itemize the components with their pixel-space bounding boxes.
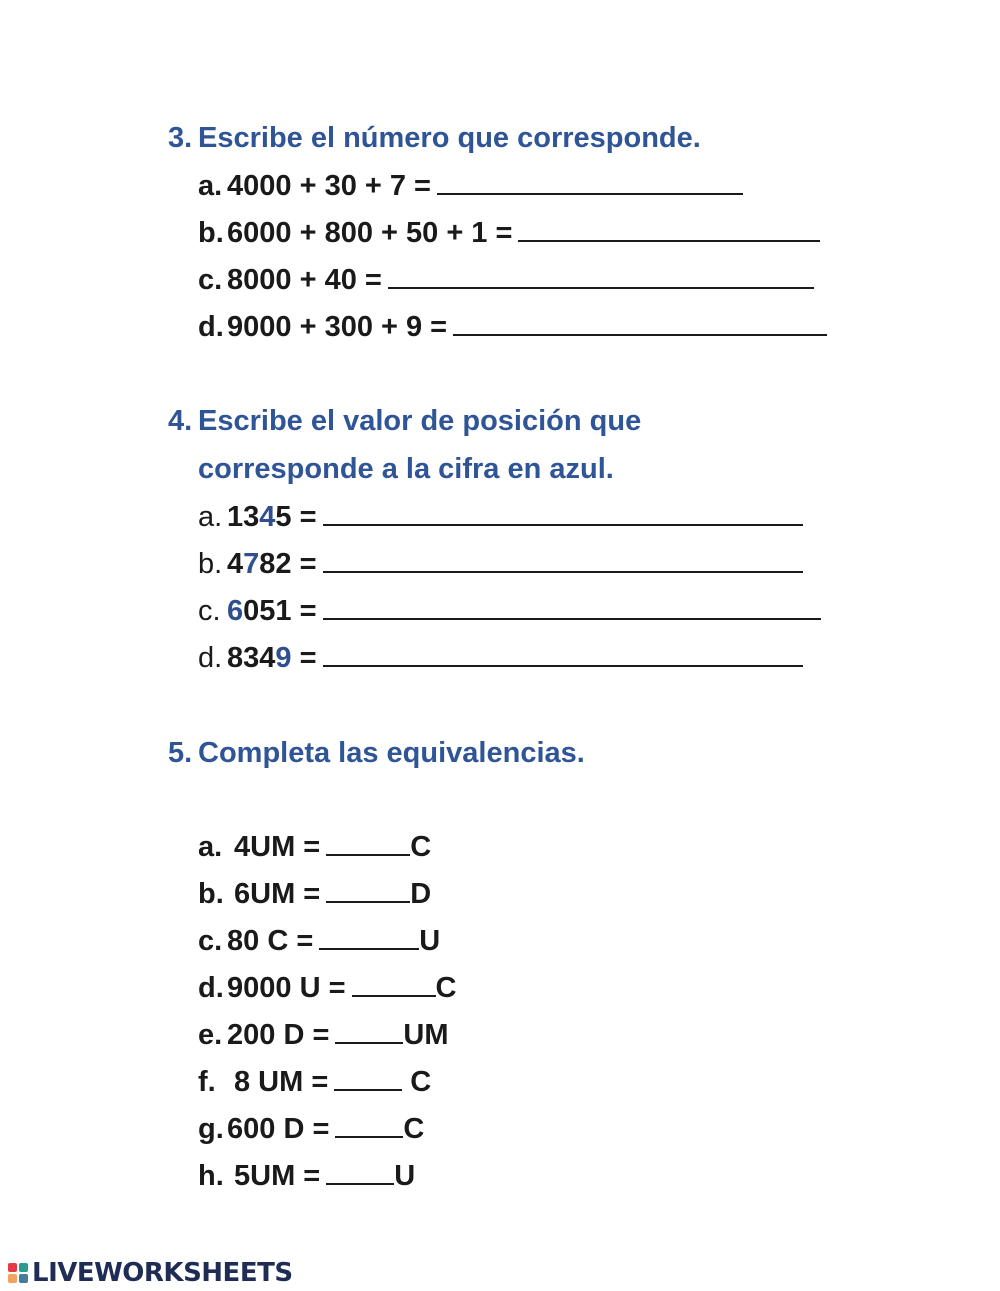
number-prefix: 4 — [227, 548, 244, 580]
section-4-title-line2: corresponde a la cifra en azul. — [198, 453, 614, 485]
s4-item-b — [198, 544, 803, 584]
s4-item-d — [198, 638, 803, 678]
item-letter: d. — [198, 972, 224, 1004]
s3-item-d — [198, 307, 827, 347]
item-letter: b. — [198, 878, 224, 910]
s5-item-f — [198, 1062, 431, 1102]
equals-sign: = — [291, 548, 317, 580]
section-5-title: Completa las equivalencias. — [198, 737, 585, 769]
item-letter: c. — [198, 264, 223, 296]
logo-blocks-icon — [8, 1263, 28, 1283]
item-letter: c. — [198, 595, 221, 627]
s4-item-c — [198, 591, 821, 631]
blue-digit: 4 — [259, 501, 276, 533]
answer-blank[interactable] — [323, 547, 803, 573]
blue-digit: 7 — [243, 548, 260, 580]
section-5-number: 5. — [168, 737, 193, 769]
item-letter: b. — [198, 548, 223, 580]
s5-item-d — [198, 968, 456, 1008]
item-expression: 80 C = — [227, 925, 314, 957]
item-letter: h. — [198, 1160, 224, 1192]
equals-sign: = — [291, 501, 317, 533]
s3-item-a — [198, 166, 743, 206]
item-letter: a. — [198, 501, 223, 533]
equals-sign: = — [291, 642, 317, 674]
answer-blank[interactable] — [335, 1112, 403, 1138]
logo-text: LIVEWORKSHEETS — [32, 1258, 293, 1288]
logo-block — [8, 1263, 17, 1272]
answer-blank[interactable] — [326, 830, 410, 856]
answer-blank[interactable] — [334, 1065, 402, 1091]
unit-label: U — [394, 1160, 416, 1192]
s4-item-a — [198, 497, 803, 537]
item-letter: a. — [198, 170, 223, 202]
item-expression: 4UM = — [234, 831, 321, 863]
item-expression: 200 D = — [227, 1019, 330, 1051]
number-prefix: 13 — [227, 501, 260, 533]
s3-item-b — [198, 213, 820, 253]
s5-item-e — [198, 1015, 449, 1055]
section-3-number: 3. — [168, 122, 193, 154]
answer-blank[interactable] — [319, 924, 419, 950]
unit-label: C — [403, 1113, 425, 1145]
blue-digit: 6 — [227, 595, 244, 627]
s5-item-c — [198, 921, 440, 961]
unit-label: C — [410, 831, 432, 863]
answer-blank[interactable] — [453, 310, 827, 336]
answer-blank[interactable] — [335, 1018, 403, 1044]
item-letter: d. — [198, 311, 224, 343]
item-expression: 4000 + 30 + 7 = — [227, 170, 431, 202]
item-expression: 9000 U = — [227, 972, 346, 1004]
section-5-heading — [168, 729, 585, 777]
s5-item-b — [198, 874, 431, 914]
unit-label: D — [410, 878, 432, 910]
unit-label: C — [410, 1066, 432, 1098]
item-letter: b. — [198, 217, 224, 249]
section-4-heading — [168, 397, 641, 493]
answer-blank[interactable] — [388, 263, 814, 289]
logo-block — [19, 1274, 28, 1283]
section-4-number: 4. — [168, 405, 193, 437]
answer-blank[interactable] — [352, 971, 436, 997]
item-expression: 8 UM = — [234, 1066, 329, 1098]
liveworksheets-logo[interactable] — [8, 1258, 293, 1288]
item-expression: 8000 + 40 = — [227, 264, 382, 296]
item-expression: 6UM = — [234, 878, 321, 910]
unit-label: UM — [403, 1019, 449, 1051]
item-letter: a. — [198, 831, 223, 863]
logo-block — [19, 1263, 28, 1272]
answer-blank[interactable] — [518, 216, 820, 242]
answer-blank[interactable] — [323, 594, 821, 620]
logo-block — [8, 1274, 17, 1283]
item-expression: 9000 + 300 + 9 = — [227, 311, 448, 343]
section-3-heading — [168, 114, 701, 162]
item-letter: c. — [198, 925, 223, 957]
s5-item-a — [198, 827, 431, 867]
blue-digit: 9 — [275, 642, 292, 674]
item-letter: f. — [198, 1066, 216, 1098]
item-expression: 600 D = — [227, 1113, 330, 1145]
number-suffix: 5 — [275, 501, 292, 533]
unit-label: U — [419, 925, 441, 957]
answer-blank[interactable] — [323, 641, 803, 667]
section-3-title: Escribe el número que corresponde. — [198, 122, 701, 154]
unit-label: C — [435, 972, 457, 1004]
s5-item-g — [198, 1109, 424, 1149]
answer-blank[interactable] — [326, 1159, 394, 1185]
number-suffix: 82 — [259, 548, 292, 580]
item-letter: e. — [198, 1019, 223, 1051]
number-suffix: 051 — [243, 595, 292, 627]
s5-item-h — [198, 1156, 415, 1196]
number-prefix: 834 — [227, 642, 276, 674]
item-letter: d. — [198, 642, 223, 674]
item-letter: g. — [198, 1113, 224, 1145]
answer-blank[interactable] — [437, 169, 743, 195]
answer-blank[interactable] — [326, 877, 410, 903]
item-expression: 6000 + 800 + 50 + 1 = — [227, 217, 513, 249]
item-expression: 5UM = — [234, 1160, 321, 1192]
answer-blank[interactable] — [323, 500, 803, 526]
equals-sign: = — [291, 595, 317, 627]
s3-item-c — [198, 260, 814, 300]
section-4-title-line1: Escribe el valor de posición que — [198, 405, 642, 437]
